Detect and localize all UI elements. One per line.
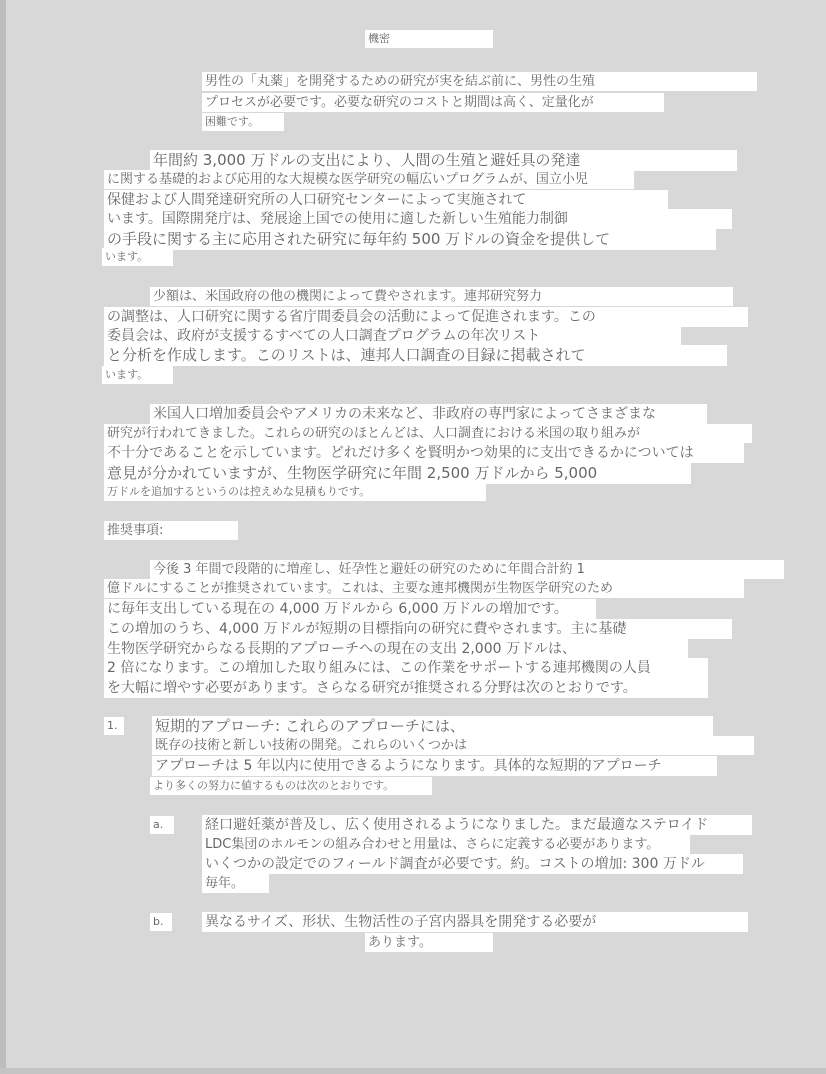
sub-a-line-1: 経口避妊薬が普及し、広く使用されるようになりました。まだ最適なステロイド [202, 815, 752, 835]
recommendations-line-4: この増加のうち、4,000 万ドルが短期の目標指向の研究に費やされます。主に基礎 [104, 619, 732, 639]
recommendations-line-6: 2 倍になります。この増加した取り組みには、この作業をサポートする連邦機関の人員 [104, 658, 708, 678]
sub-b-line-2: あります。 [365, 933, 493, 952]
experts-line-1: 米国人口増加委員会やアメリカの未来など、非政府の専門家によってさまざまな [150, 404, 707, 424]
intro-line-2: プロセスが必要です。必要な研究のコストと期間は高く、定量化が [202, 93, 664, 112]
intro-line-3: 困難です。 [202, 113, 284, 131]
coordination-line-3: 委員会は、政府が支援するすべての人口調査プログラムの年次リスト [104, 326, 681, 346]
item1-line-2: 既存の技術と新しい技術の開発。これらのいくつかは [152, 736, 754, 755]
coordination-line-5: います。 [102, 366, 173, 384]
funding-line-3: 保健および人間発達研究所の人口研究センターによって実施されて [104, 190, 668, 210]
sub-a-line-2: LDC集団のホルモンの組み合わせと用量は、さらに定義する必要があります。 [202, 835, 690, 854]
coordination-line-4: と分析を作成します。このリストは、連邦人口調査の目録に掲載されて [104, 345, 727, 366]
funding-line-4: います。国際開発庁は、発展途上国での使用に適した新しい生殖能力制御 [104, 209, 732, 229]
page-shadow-left [0, 0, 6, 1074]
experts-line-2: 研究が行われてきました。これらの研究のほとんどは、人口調査における米国の取り組みが [104, 424, 752, 443]
funding-line-1: 年間約 3,000 万ドルの支出により、人間の生殖と避妊具の発達 [150, 150, 737, 171]
recommendations-heading: 推奨事項: [104, 521, 238, 540]
item1-line-3: アプローチは 5 年以内に使用できるようになります。具体的な短期的アプローチ [152, 756, 717, 776]
funding-line-5: の手段に関する主に応用された研究に毎年約 500 万ドルの資金を提供して [104, 229, 716, 250]
experts-line-4: 意見が分かれていますが、生物医学研究に年間 2,500 万ドルから 5,000 [104, 463, 691, 484]
coordination-line-2: の調整は、人口研究に関する省庁間委員会の活動によって促進されます。この [104, 307, 748, 327]
experts-line-3: 不十分であることを示しています。どれだけ多くを賢明かつ効果的に支出できるかについては [104, 443, 744, 463]
intro-line-1: 男性の「丸薬」を開発するための研究が実を結ぶ前に、男性の生殖 [202, 72, 757, 91]
list-marker-1: 1. [104, 717, 124, 735]
coordination-line-1: 少額は、米国政府の他の機関によって費やされます。連邦研究努力 [150, 287, 733, 306]
item1-line-1: 短期的アプローチ: これらのアプローチには、 [152, 716, 713, 737]
sub-a-line-3: いくつかの設定でのフィールド調査が必要です。約。コストの増加: 300 万ドル [202, 854, 743, 874]
recommendations-line-5: 生物医学研究からなる長期的アプローチへの現在の支出 2,000 万ドルは、 [104, 639, 688, 659]
list-marker-a: a. [150, 816, 174, 834]
page-shadow-bottom [0, 1068, 826, 1074]
list-marker-b: b. [150, 913, 172, 931]
funding-line-6: います。 [102, 248, 173, 266]
experts-line-5: 万ドルを追加するというのは控えめな見積もりです。 [104, 483, 486, 501]
recommendations-line-1: 今後 3 年間で段階的に増産し、妊孕性と避妊の研究のために年間合計約 1 [150, 560, 784, 579]
sub-a-line-4: 毎年。 [202, 874, 269, 893]
recommendations-line-7: を大幅に増やす必要があります。さらなる研究が推奨される分野は次のとおりです。 [104, 678, 708, 698]
recommendations-line-2: 億ドルにすることが推奨されています。これは、主要な連邦機関が生物医学研究のため [104, 579, 744, 598]
classification-label: 機密 [365, 30, 493, 48]
recommendations-line-3: に毎年支出している現在の 4,000 万ドルから 6,000 万ドルの増加です。 [104, 599, 596, 619]
funding-line-2: に関する基礎的および応用的な大規模な医学研究の幅広いプログラムが、国立小児 [104, 170, 634, 189]
sub-b-line-1: 異なるサイズ、形状、生物活性の子宮内器具を開発する必要が [202, 912, 748, 932]
item1-line-4: より多くの努力に値するものは次のとおりです。 [150, 777, 432, 795]
